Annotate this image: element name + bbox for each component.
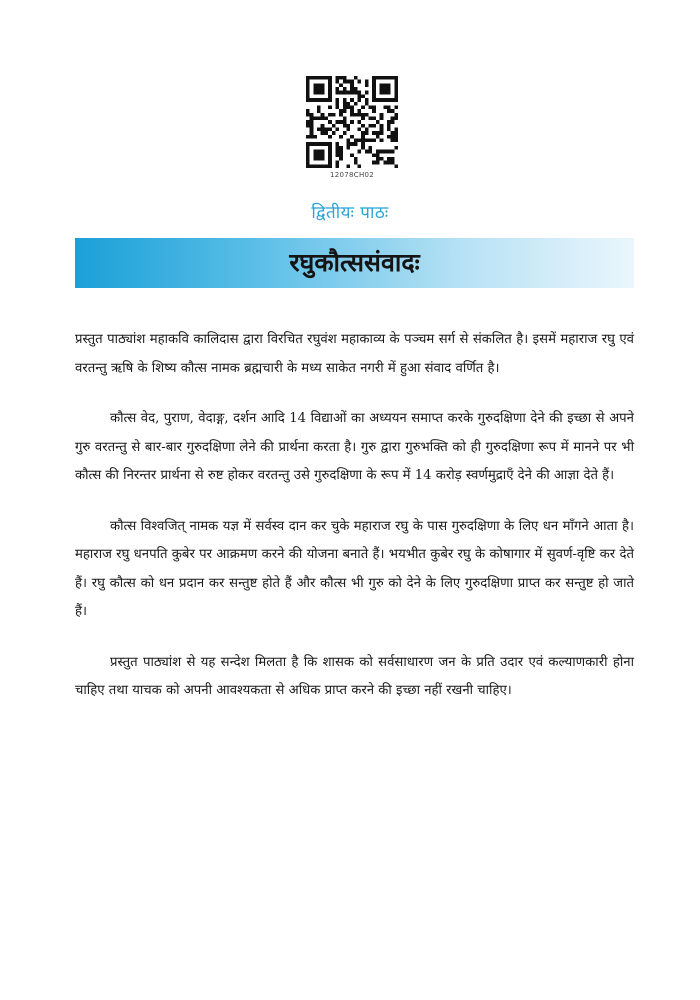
body-text bbox=[75, 326, 634, 728]
title-banner bbox=[75, 238, 634, 288]
intro-paragraph: प्रस्तुत पाठ्यांश महाकवि कालिदास द्वारा विरचित रघुवंश महाकाव्य के पञ्चम सर्ग से संकलित है। इसमें महाराज रघु एवं वरतन्तु ऋषि के शिष्य कौत्स नामक ब्रह्मचारी के मध्य साकेत नगरी में हुआ संवाद वर्णित है। bbox=[75, 332, 634, 376]
paragraph-message: प्रस्तुत पाठ्यांश से यह सन्देश मिलता है कि शासक को सर्वसाधारण जन के प्रति उदार एवं कल्याणकारी होना चाहिए तथा याचक को अपनी आवश्यकता से अधिक प्राप्त करने की इच्छा नहीं रखनी चाहिए। bbox=[75, 654, 634, 698]
paragraph-kautsa-study: कौत्स वेद, पुराण, वेदाङ्ग, दर्शन आदि 14 विद्याओं का अध्ययन समाप्त करके गुरुदक्षिणा देने की इच्छा से अपने गुरु वरतन्तु से बार-बार गुरुदक्षिणा लेने की प्रार्थना करता है। गुरु द्वारा गुरुभक्ति को ही गुरुदक्षिणा रूप में मानने पर भी कौत्स की निरन्तर प्रार्थना से रुष्ट होकर वरतन्तु उसे गुरुदक्षिणा के रूप में 14 करोड़ स्वर्णमुद्राएँ देने की आज्ञा देते हैं। bbox=[75, 411, 634, 483]
lesson-label: द्वितीयः पाठः bbox=[311, 203, 389, 223]
qr-code-icon[interactable] bbox=[306, 76, 398, 168]
chapter-title: रघुकौत्ससंवादः bbox=[289, 248, 420, 277]
qr-block bbox=[304, 76, 400, 179]
paragraph-raghu-kubera: कौत्स विश्वजित् नामक यज्ञ में सर्वस्व दान कर चुके महाराज रघु के पास गुरुदक्षिणा के लिए धन माँगने आता है। महाराज रघु धनपति कुबेर पर आक्रमण करने की योजना बनाते हैं। भयभीत कुबेर रघु के कोषागार में सुवर्ण-वृष्टि कर देते हैं। रघु कौत्स को धन प्रदान कर सन्तुष्ट होते हैं और कौत्स भी गुरु को देने के लिए गुरुदक्षिणा प्राप्त कर सन्तुष्ट हो जाते हैं। bbox=[75, 518, 634, 619]
qr-caption: 12078CH02 bbox=[329, 171, 375, 179]
